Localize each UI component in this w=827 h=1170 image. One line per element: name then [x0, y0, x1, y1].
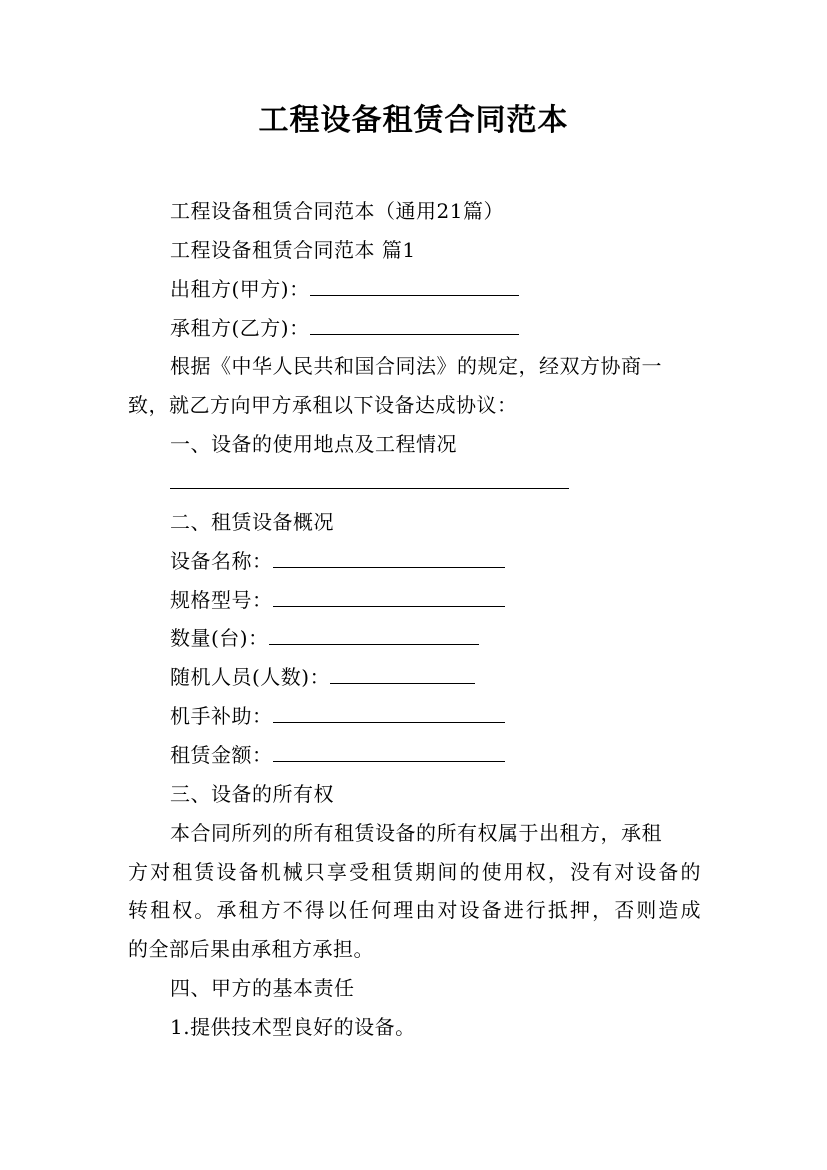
chapter-text: 工程设备租赁合同范本 篇1 [170, 238, 416, 262]
quantity-label: 数量(台)： [170, 626, 269, 650]
ownership-text-1: 本合同所列的所有租赁设备的所有权属于出租方，承租 [170, 821, 662, 845]
ownership-line-4 [128, 937, 701, 961]
amount-row [170, 743, 505, 767]
section-3-text: 三、设备的所有权 [170, 782, 334, 806]
party-a-label: 出租方(甲方)： [170, 277, 310, 301]
staff-blank[interactable] [330, 666, 475, 684]
amount-label: 租赁金额： [170, 743, 273, 767]
location-blank[interactable] [170, 471, 569, 489]
party-b-row [170, 316, 519, 340]
party-a-blank[interactable] [310, 278, 519, 296]
staff-row [170, 665, 475, 689]
equipment-name-row [170, 549, 505, 573]
quantity-blank[interactable] [269, 627, 479, 645]
amount-blank[interactable] [273, 744, 505, 762]
party-b-blank[interactable] [310, 317, 519, 335]
quantity-row [170, 626, 479, 650]
duty-item-1 [170, 1015, 416, 1039]
ownership-text-2: 方对租赁设备机械只享受租赁期间的使用权，没有对设备的 [128, 860, 701, 884]
document-title: 工程设备租赁合同范本 [258, 103, 569, 138]
subtitle-text: 工程设备租赁合同范本（通用21篇） [170, 199, 504, 223]
section-4-heading [170, 976, 355, 1000]
ownership-text-4: 的全部后果由承租方承担。 [128, 937, 374, 961]
equipment-name-label: 设备名称： [170, 549, 273, 573]
intro-text-2: 致，就乙方向甲方承租以下设备达成协议： [128, 393, 518, 417]
section-3-heading [170, 782, 334, 806]
duty-text-1: 1.提供技术型良好的设备。 [170, 1015, 416, 1039]
intro-line-2 [128, 393, 701, 417]
section-1-heading [170, 432, 457, 456]
intro-text-1: 根据《中华人民共和国合同法》的规定，经双方协商一 [170, 354, 662, 378]
subsidy-label: 机手补助： [170, 704, 273, 728]
section-2-heading [170, 510, 334, 534]
ownership-text-3: 转租权。承租方不得以任何理由对设备进行抵押，否则造成 [128, 898, 701, 922]
ownership-line-2 [128, 860, 701, 884]
subsidy-blank[interactable] [273, 705, 505, 723]
spec-blank[interactable] [273, 589, 505, 607]
party-a-row [170, 277, 519, 301]
intro-line-1 [170, 354, 662, 378]
spec-label: 规格型号： [170, 588, 273, 612]
staff-label: 随机人员(人数)： [170, 665, 331, 689]
equipment-name-blank[interactable] [273, 550, 505, 568]
ownership-line-1 [170, 821, 662, 845]
subtitle [170, 199, 504, 223]
spec-row [170, 588, 505, 612]
location-blank-row [170, 470, 569, 494]
subsidy-row [170, 704, 505, 728]
section-4-text: 四、甲方的基本责任 [170, 976, 355, 1000]
chapter-heading [170, 238, 416, 262]
section-1-text: 一、设备的使用地点及工程情况 [170, 432, 457, 456]
party-b-label: 承租方(乙方)： [170, 316, 310, 340]
section-2-text: 二、租赁设备概况 [170, 510, 334, 534]
ownership-line-3 [128, 898, 701, 922]
